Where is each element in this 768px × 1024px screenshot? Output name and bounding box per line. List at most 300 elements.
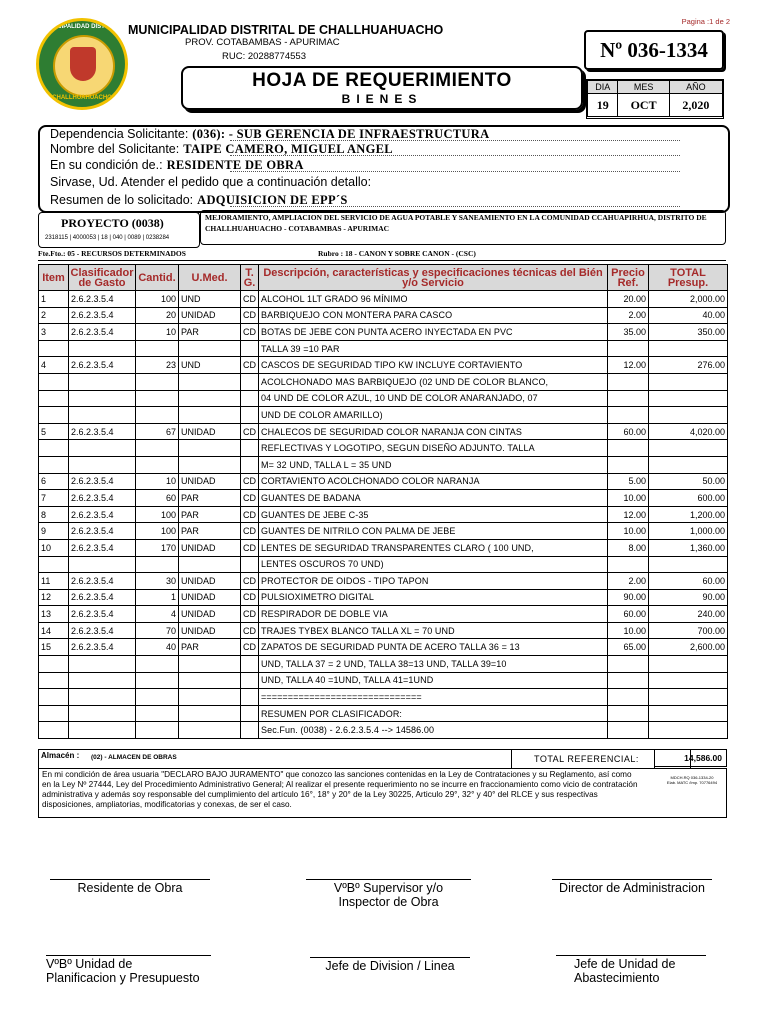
cell-cantidad: 67 [136,423,179,440]
table-row [39,324,728,341]
header-total: TOTAL Presup. [649,265,728,291]
cell-cantidad [136,456,179,473]
signature-abastecimiento-line2: Abastecimiento [574,971,660,985]
table-row [39,506,728,523]
cell-cantidad: 100 [136,506,179,523]
resumen-label: Resumen de lo solicitado: [50,193,194,207]
signature-jefe-division: Jefe de Division / Linea [325,959,455,973]
table-row [39,473,728,490]
cell-total: 60.00 [649,573,728,590]
cell-unidad [179,705,241,722]
cell-tg: CD [241,523,259,540]
cell-descripcion: CORTAVIENTO ACOLCHONADO COLOR NARANJA [259,473,608,490]
table-row [39,689,728,706]
cell-tg: CD [241,307,259,324]
table-row [39,639,728,656]
proyecto-label: PROYECTO (0038) [61,216,164,230]
cell-precio: 60.00 [608,606,649,623]
seal-text-top: MUNICIPALIDAD DISTRITAL [41,24,123,30]
cell-total [649,340,728,357]
cell-total [649,456,728,473]
cell-total: 1,000.00 [649,523,728,540]
cell-cantidad [136,656,179,673]
cell-precio [608,373,649,390]
cell-clasificador: 2.6.2.3.5.4 [69,589,136,606]
date-box [586,79,724,119]
table-header-row [39,265,728,291]
page-indicator: Pagina :1 de 2 [681,17,730,26]
cell-item [39,407,69,424]
cell-tg [241,556,259,573]
cell-total: 4,020.00 [649,423,728,440]
cell-total [649,373,728,390]
cell-unidad [179,440,241,457]
cell-precio: 12.00 [608,357,649,374]
signature-supervisor-line2: Inspector de Obra [338,895,439,909]
cell-precio [608,689,649,706]
cell-item: 3 [39,324,69,341]
cell-item: 15 [39,639,69,656]
table-row [39,307,728,324]
small-ref-1: MDCH.RQ 036-1334-20 [670,775,714,780]
cell-unidad [179,672,241,689]
cell-tg: CD [241,473,259,490]
cell-tg: CD [241,606,259,623]
table-row [39,573,728,590]
cell-descripcion: CASCOS DE SEGURIDAD TIPO KW INCLUYE CORTAVIENTO [259,357,608,374]
cell-unidad: PAR [179,523,241,540]
cell-cantidad [136,373,179,390]
cell-clasificador [69,656,136,673]
cell-unidad: PAR [179,639,241,656]
document-title: HOJA DE REQUERIMIENTO [252,70,512,91]
cell-item: 4 [39,357,69,374]
cell-clasificador: 2.6.2.3.5.4 [69,622,136,639]
cell-item [39,456,69,473]
cell-clasificador [69,440,136,457]
cell-unidad: UNIDAD [179,307,241,324]
cell-unidad: UNIDAD [179,589,241,606]
cell-precio: 65.00 [608,639,649,656]
fuente-financiamiento: Fte.Fto.: 05 - RECURSOS DETERMINADOS [38,249,186,258]
municipal-seal-logo [36,18,128,110]
cell-unidad: UNIDAD [179,423,241,440]
header-cantidad: Cantid. [136,265,179,291]
cell-total [649,705,728,722]
cell-clasificador: 2.6.2.3.5.4 [69,490,136,507]
seal-text-bottom: CHALLHUAHUACHO [52,95,112,101]
header-item: Item [39,265,69,291]
declaration-box [38,768,727,818]
signature-director: Director de Administracion [559,881,705,895]
table-row [39,556,728,573]
almacen-box [38,749,691,769]
cell-descripcion: REFLECTIVAS Y LOGOTIPO, SEGUN DISEÑO ADJUNTO. TALLA [259,440,608,457]
cell-precio [608,407,649,424]
cell-tg [241,672,259,689]
cell-descripcion: TALLA 39 =10 PAR [259,340,608,357]
cell-precio: 12.00 [608,506,649,523]
cell-total: 40.00 [649,307,728,324]
signature-planificacion-line2: Planificacion y Presupuesto [46,971,200,985]
resumen-value: ADQUISICION DE EPP´S [197,193,348,207]
cell-precio: 8.00 [608,539,649,556]
cell-total [649,556,728,573]
cell-cantidad: 100 [136,291,179,308]
cell-descripcion: CHALECOS DE SEGURIDAD COLOR NARANJA CON CINTAS [259,423,608,440]
cell-precio [608,440,649,457]
cell-cantidad: 4 [136,606,179,623]
cell-cantidad: 1 [136,589,179,606]
cell-precio [608,672,649,689]
cell-unidad: UNIDAD [179,573,241,590]
cell-cantidad: 10 [136,473,179,490]
cell-total: 350.00 [649,324,728,341]
dependencia-value: (036): - SUB GERENCIA DE INFRAESTRUCTURA [192,127,490,141]
signature-supervisor-line1: VºBº Supervisor y/o [333,881,444,895]
cell-descripcion: ZAPATOS DE SEGURIDAD PUNTA DE ACERO TALLA 36 = 13 [259,639,608,656]
cell-clasificador: 2.6.2.3.5.4 [69,523,136,540]
cell-total: 50.00 [649,473,728,490]
cell-descripcion: ACOLCHONADO MAS BARBIQUEJO (02 UND DE COLOR BLANCO, [259,373,608,390]
cell-item [39,556,69,573]
cell-tg: CD [241,357,259,374]
table-row [39,523,728,540]
cell-cantidad: 20 [136,307,179,324]
small-reference [662,775,722,785]
shield-icon [70,47,96,81]
cell-item: 1 [39,291,69,308]
cell-tg [241,456,259,473]
cell-unidad [179,340,241,357]
signature-planificacion [46,957,221,985]
signature-residente: Residente de Obra [77,881,183,895]
cell-item: 7 [39,490,69,507]
cell-item: 12 [39,589,69,606]
table-row [39,606,728,623]
cell-unidad: UNIDAD [179,473,241,490]
cell-total: 276.00 [649,357,728,374]
header-tg: T. G. [241,265,259,291]
cell-clasificador [69,672,136,689]
cell-unidad [179,722,241,739]
municipality-name: MUNICIPALIDAD DISTRITAL DE CHALLHUAHUACHO [128,23,444,37]
cell-cantidad: 10 [136,324,179,341]
cell-total: 2,600.00 [649,639,728,656]
cell-tg: CD [241,423,259,440]
cell-cantidad: 70 [136,622,179,639]
cell-unidad [179,656,241,673]
cell-item: 2 [39,307,69,324]
province: PROV. COTABAMBAS - APURIMAC [185,37,340,48]
cell-precio [608,656,649,673]
condicion-value: RESIDENTE DE OBRA [166,158,304,172]
cell-descripcion: BARBIQUEJO CON MONTERA PARA CASCO [259,307,608,324]
cell-total: 1,200.00 [649,506,728,523]
cell-cantidad [136,390,179,407]
cell-precio [608,390,649,407]
day-label: DIA [588,81,618,94]
cell-clasificador: 2.6.2.3.5.4 [69,506,136,523]
solicitante-value: TAIPE CAMERO, MIGUEL ANGEL [183,142,393,156]
proyecto-box [38,212,200,248]
cell-precio: 10.00 [608,523,649,540]
cell-precio [608,556,649,573]
cell-precio: 10.00 [608,622,649,639]
cell-item: 11 [39,573,69,590]
header-unidad: U.Med. [179,265,241,291]
cell-item: 9 [39,523,69,540]
cell-clasificador [69,722,136,739]
solicitante-label: Nombre del Solicitante: [50,142,180,156]
cell-cantidad [136,340,179,357]
cell-cantidad [136,672,179,689]
total-referencial-label: TOTAL REFERENCIAL: [534,754,639,764]
table-row [39,340,728,357]
month-label: MES [618,81,669,94]
items-table [38,264,728,739]
table-row [39,390,728,407]
cell-total [649,656,728,673]
day-value: 19 [588,94,618,117]
document-title-box [181,66,583,110]
cell-item: 13 [39,606,69,623]
table-row [39,373,728,390]
cell-cantidad [136,407,179,424]
table-row [39,456,728,473]
cell-descripcion: GUANTES DE NITRILO CON PALMA DE JEBE [259,523,608,540]
cell-tg [241,373,259,390]
total-referencial-value: 14,586.00 [654,749,727,767]
cell-clasificador: 2.6.2.3.5.4 [69,324,136,341]
cell-clasificador [69,556,136,573]
cell-clasificador: 2.6.2.3.5.4 [69,606,136,623]
cell-descripcion: Sec.Fun. (0038) - 2.6.2.3.5.4 --> 14586.00 [259,722,608,739]
cell-precio: 10.00 [608,490,649,507]
cell-descripcion: PROTECTOR DE OIDOS - TIPO TAPON [259,573,608,590]
cell-clasificador [69,373,136,390]
cell-descripcion: GUANTES DE JEBE C-35 [259,506,608,523]
signature-planificacion-line1: VºBº Unidad de [46,957,133,971]
cell-item [39,390,69,407]
cell-clasificador [69,689,136,706]
cell-total: 240.00 [649,606,728,623]
cell-tg: CD [241,622,259,639]
cell-cantidad: 30 [136,573,179,590]
header-precio: Precio Ref. [608,265,649,291]
cell-descripcion: GUANTES DE BADANA [259,490,608,507]
cell-item [39,440,69,457]
condicion-label: En su condición de.: [50,158,163,172]
cell-tg [241,689,259,706]
cell-precio [608,340,649,357]
cell-unidad [179,390,241,407]
ruc: RUC: 20288774553 [222,51,306,62]
cell-precio [608,705,649,722]
table-row [39,656,728,673]
cell-clasificador [69,340,136,357]
cell-precio: 60.00 [608,423,649,440]
cell-clasificador: 2.6.2.3.5.4 [69,573,136,590]
cell-tg: CD [241,539,259,556]
cell-tg: CD [241,639,259,656]
cell-cantidad [136,440,179,457]
cell-clasificador [69,407,136,424]
cell-clasificador: 2.6.2.3.5.4 [69,639,136,656]
cell-descripcion: RESPIRADOR DE DOBLE VIA [259,606,608,623]
cell-item: 8 [39,506,69,523]
cell-descripcion: BOTAS DE JEBE CON PUNTA ACERO INYECTADA EN PVC [259,324,608,341]
cell-tg [241,390,259,407]
rubro: Rubro : 18 - CANON Y SOBRE CANON - (CSC) [318,249,476,258]
cell-clasificador [69,456,136,473]
cell-precio: 5.00 [608,473,649,490]
cell-unidad: UNIDAD [179,539,241,556]
year-label: AÑO [669,81,722,94]
declaration-text: En mi condición de área usuaria "DECLARO BAJO JURAMENTO" que conozco las sanciones contenidas en la Ley de Contrataciones y su Reglamento, así como en la Ley Nº 27444, Ley del Procedimiento Administrativo General; Al realizar el presente requerimiento no se incurre en fraccionamiento como vicio de contratación administrativa y además soy responsable del cumplimiento del artículo 16°, 18° y 20° de la Ley 30225, Articulo 29°, 32° y 40° del RLCE y sus respectivas disposiciones, ampliatorias, modificatorias y conexas, de ser el caso. [42,770,638,809]
cell-item: 5 [39,423,69,440]
proyecto-codes: 2318115 | 4000053 | 18 | 040 | 0089 | 0238284 [45,235,170,241]
cell-descripcion: LENTES DE SEGURIDAD TRANSPARENTES CLARO ( 100 UND, [259,539,608,556]
cell-unidad [179,689,241,706]
table-row [39,705,728,722]
cell-precio: 2.00 [608,307,649,324]
table-row [39,291,728,308]
almacen-label: Almacén : [41,751,80,760]
cell-cantidad: 60 [136,490,179,507]
cell-cantidad: 100 [136,523,179,540]
cell-clasificador [69,390,136,407]
cell-descripcion: M= 32 UND, TALLA L = 35 UND [259,456,608,473]
cell-tg [241,705,259,722]
cell-clasificador: 2.6.2.3.5.4 [69,291,136,308]
signature-supervisor [306,881,471,909]
cell-descripcion: UND DE COLOR AMARILLO) [259,407,608,424]
cell-total: 600.00 [649,490,728,507]
table-row [39,672,728,689]
cell-clasificador: 2.6.2.3.5.4 [69,357,136,374]
cell-tg: CD [241,573,259,590]
table-row [39,539,728,556]
header-descripcion: Descripción, características y especificaciones técnicas del Bién y/o Servicio [259,265,608,291]
cell-total [649,440,728,457]
cell-item [39,373,69,390]
cell-unidad [179,556,241,573]
table-row [39,722,728,739]
cell-precio: 35.00 [608,324,649,341]
cell-item [39,689,69,706]
document-number: Nº 036-1334 [584,30,724,70]
cell-total [649,390,728,407]
cell-descripcion: RESUMEN POR CLASIFICADOR: [259,705,608,722]
cell-unidad: UND [179,357,241,374]
cell-item [39,722,69,739]
cell-descripcion: ============================== [259,689,608,706]
cell-clasificador: 2.6.2.3.5.4 [69,307,136,324]
cell-total: 700.00 [649,622,728,639]
cell-unidad: PAR [179,324,241,341]
cell-cantidad [136,705,179,722]
almacen-value: (02) - ALMACEN DE OBRAS [91,754,177,761]
sirvase-text: Sirvase, Ud. Atender el pedido que a continuación detallo: [50,175,372,189]
table-row [39,440,728,457]
cell-unidad: PAR [179,490,241,507]
signature-abastecimiento-line1: Jefe de Unidad de [574,957,676,971]
table-row [39,407,728,424]
table-row [39,589,728,606]
table-row [39,357,728,374]
cell-tg: CD [241,490,259,507]
cell-item [39,656,69,673]
cell-total [649,672,728,689]
cell-tg: CD [241,291,259,308]
cell-item: 6 [39,473,69,490]
cell-descripcion: ALCOHOL 1LT GRADO 96 MÍNIMO [259,291,608,308]
document-subtitle: BIENES [341,92,423,106]
cell-cantidad [136,689,179,706]
cell-tg: CD [241,506,259,523]
small-ref-2: Elab. MATC /Imp. 70776494 [666,780,718,785]
cell-unidad: UND [179,291,241,308]
cell-descripcion: TRAJES TYBEX BLANCO TALLA XL = 70 UND [259,622,608,639]
cell-item [39,340,69,357]
cell-precio: 2.00 [608,573,649,590]
cell-clasificador: 2.6.2.3.5.4 [69,539,136,556]
cell-cantidad [136,722,179,739]
cell-unidad: UNIDAD [179,622,241,639]
cell-cantidad: 40 [136,639,179,656]
cell-unidad [179,456,241,473]
cell-tg: CD [241,589,259,606]
request-info-box [38,125,730,213]
cell-cantidad [136,556,179,573]
cell-item [39,672,69,689]
cell-precio: 20.00 [608,291,649,308]
header-clasificador: Clasificador de Gasto [69,265,136,291]
cell-tg [241,340,259,357]
month-value: OCT [618,94,669,117]
signature-abastecimiento [556,957,706,985]
cell-cantidad: 23 [136,357,179,374]
cell-descripcion: PULSIOXIMETRO DIGITAL [259,589,608,606]
cell-descripcion: UND, TALLA 40 =1UND, TALLA 41=1UND [259,672,608,689]
table-row [39,423,728,440]
cell-tg [241,722,259,739]
cell-unidad [179,407,241,424]
cell-tg [241,407,259,424]
cell-total [649,407,728,424]
cell-item: 14 [39,622,69,639]
cell-clasificador: 2.6.2.3.5.4 [69,473,136,490]
cell-total: 2,000.00 [649,291,728,308]
table-row [39,490,728,507]
cell-item [39,705,69,722]
cell-unidad [179,373,241,390]
cell-precio [608,722,649,739]
cell-clasificador: 2.6.2.3.5.4 [69,423,136,440]
cell-descripcion: LENTES OSCUROS 70 UND) [259,556,608,573]
cell-item: 10 [39,539,69,556]
cell-tg [241,656,259,673]
cell-precio: 90.00 [608,589,649,606]
cell-total [649,689,728,706]
cell-descripcion: 04 UND DE COLOR AZUL, 10 UND DE COLOR ANARANJADO, 07 [259,390,608,407]
year-value: 2,020 [669,94,722,117]
cell-clasificador [69,705,136,722]
cell-total: 1,360.00 [649,539,728,556]
cell-tg: CD [241,324,259,341]
cell-tg [241,440,259,457]
